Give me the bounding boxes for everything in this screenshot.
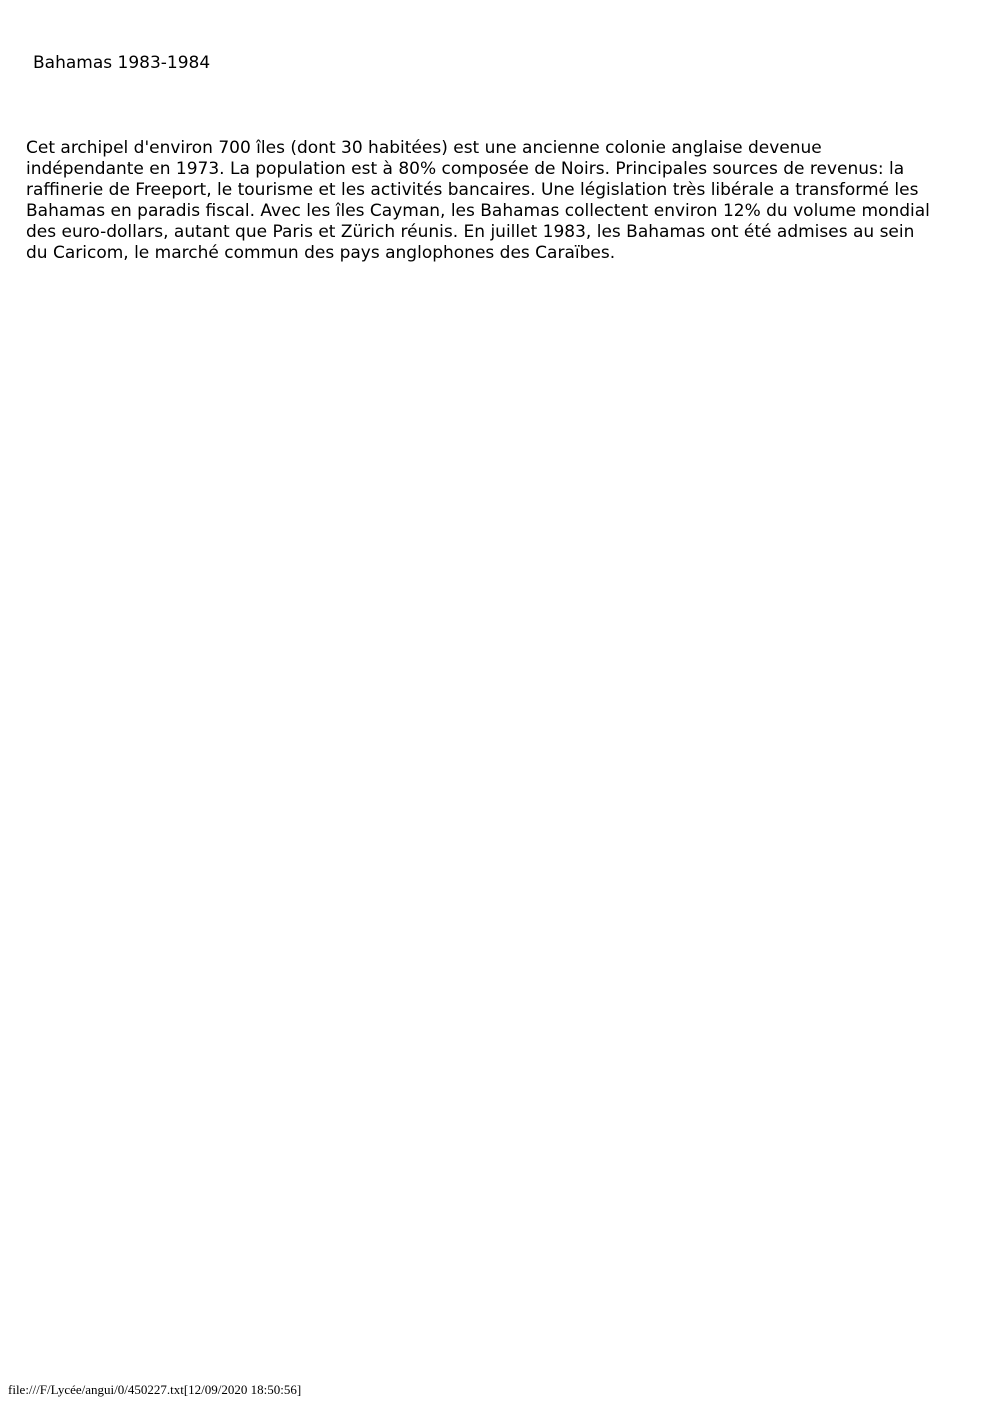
- body-line: raffinerie de Freeport, le tourisme et les activités bancaires. Une législation très libérale a transformé les: [26, 180, 919, 200]
- file-path-footer: file:///F/Lycée/angui/0/450227.txt[12/09/2020 18:50:56]: [8, 1382, 302, 1397]
- body-line: Cet archipel d'environ 700 îles (dont 30 habitées) est une ancienne colonie anglaise devenue: [26, 138, 822, 158]
- body-line: Bahamas en paradis fiscal. Avec les îles Cayman, les Bahamas collectent environ 12% du volume mondial: [26, 201, 930, 221]
- body-line: du Caricom, le marché commun des pays anglophones des Caraïbes.: [26, 243, 616, 263]
- document-title: Bahamas 1983-1984: [33, 53, 211, 73]
- body-line: indépendante en 1973. La population est à 80% composée de Noirs. Principales sources de revenus: la: [26, 159, 905, 179]
- document-body: [26, 138, 971, 264]
- body-line: des euro-dollars, autant que Paris et Zürich réunis. En juillet 1983, les Bahamas ont été admises au sein: [26, 222, 915, 242]
